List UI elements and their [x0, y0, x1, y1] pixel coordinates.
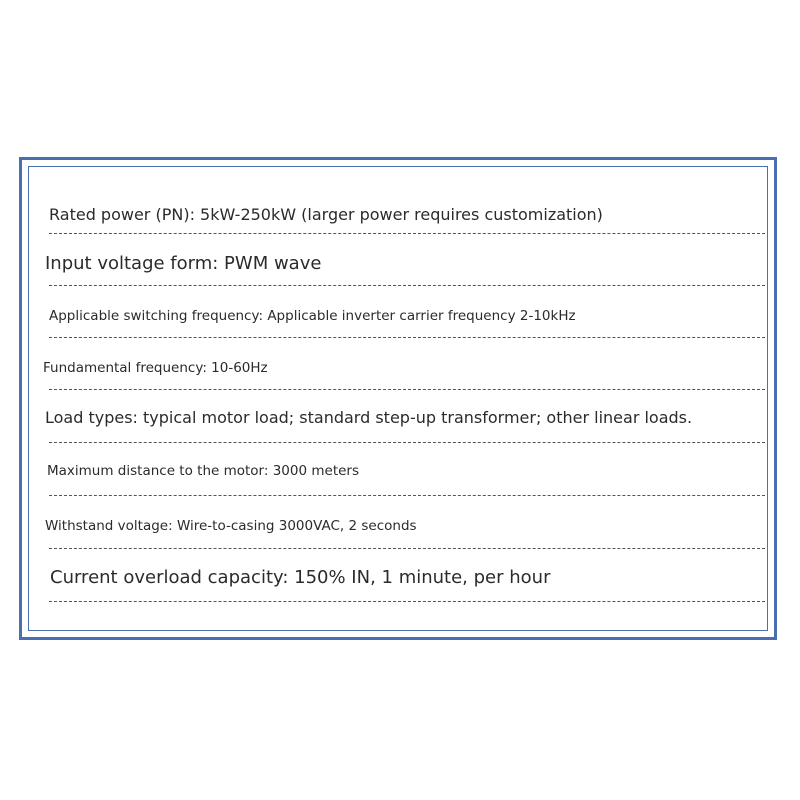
row-divider [49, 337, 765, 338]
row-divider [49, 442, 765, 443]
spec-text: Rated power (PN): 5kW-250kW (larger power requires customization) [49, 205, 603, 224]
row-divider [49, 495, 765, 496]
spec-row-rated-power [49, 205, 767, 224]
row-divider [49, 233, 765, 234]
spec-row-load-types [45, 408, 763, 427]
row-divider [49, 285, 765, 286]
spec-row-withstand-voltage [45, 518, 763, 534]
spec-row-switching-frequency [49, 308, 767, 324]
spec-text: Withstand voltage: Wire-to-casing 3000VAC, 2 seconds [45, 518, 417, 534]
spec-text: Maximum distance to the motor: 3000 meters [47, 463, 359, 479]
spec-text: Applicable switching frequency: Applicable inverter carrier frequency 2-10kHz [49, 308, 576, 324]
spec-panel-outer-border [19, 157, 777, 640]
spec-row-input-voltage-form [45, 253, 763, 274]
spec-text: Input voltage form: PWM wave [45, 253, 322, 274]
spec-row-overload-capacity [50, 567, 768, 588]
row-divider [49, 601, 765, 602]
spec-row-max-distance [47, 463, 765, 479]
row-divider [49, 389, 765, 390]
spec-text: Current overload capacity: 150% IN, 1 minute, per hour [50, 567, 551, 588]
spec-row-fundamental-frequency [43, 360, 761, 376]
spec-text: Fundamental frequency: 10-60Hz [43, 360, 268, 376]
row-divider [49, 548, 765, 549]
spec-panel-inner-border [28, 166, 768, 631]
spec-text: Load types: typical motor load; standard step-up transformer; other linear loads. [45, 408, 693, 427]
